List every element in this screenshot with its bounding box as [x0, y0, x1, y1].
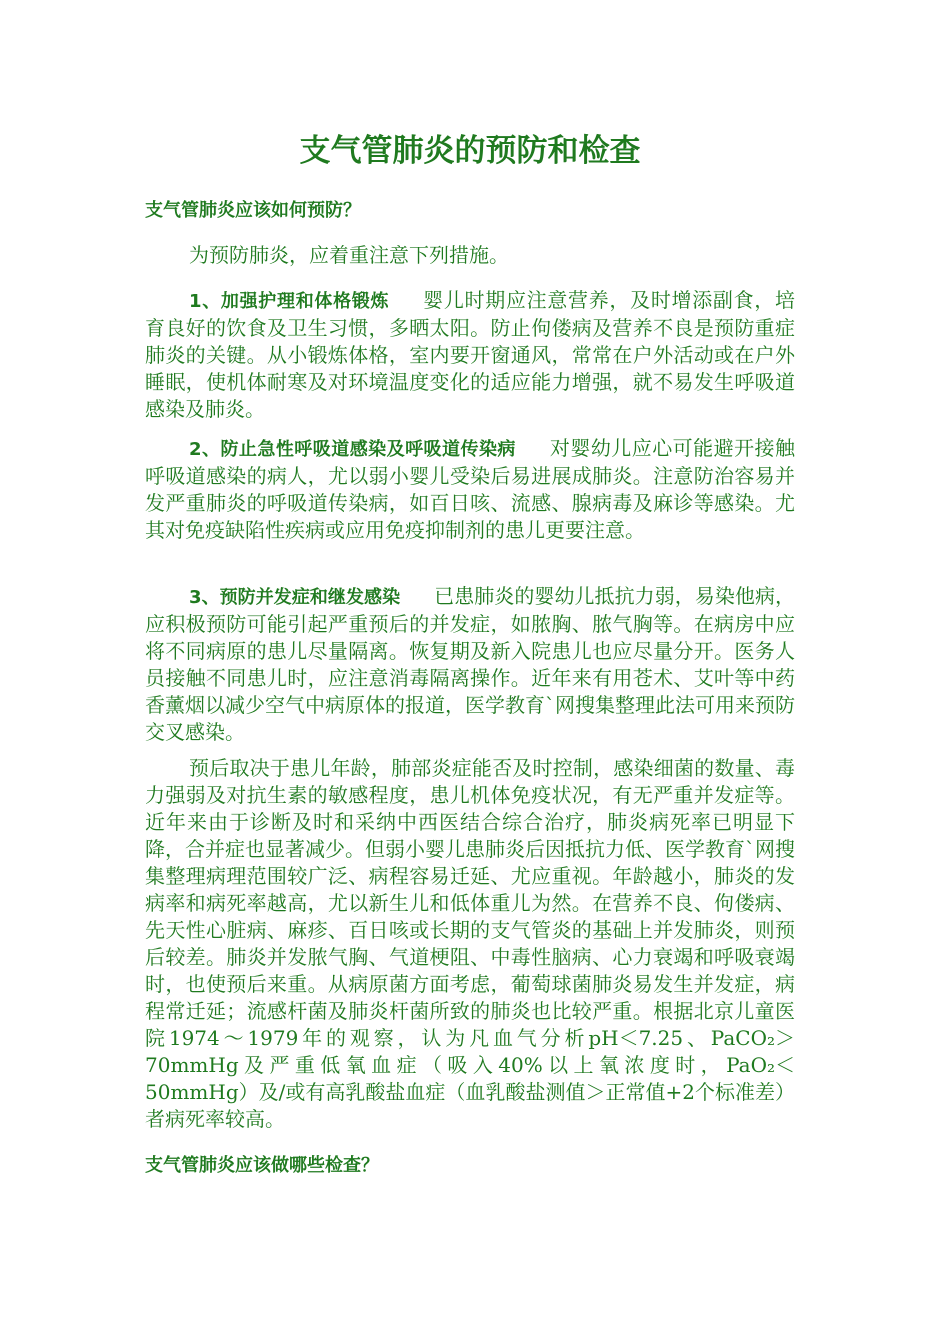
- measure-paragraph-2: [145, 435, 795, 544]
- section-heading-prevention: 支气管肺炎应该如何预防？: [145, 200, 361, 221]
- measure-text-1: 婴儿时期应注意营养，及时增添副食，培育良好的饮食及卫生习惯，多晒太阳。防止佝偻病及营养不良是预防重症肺炎的关键。从小锻炼体格，室内要开窗通风，常常在户外活动或在户外睡眠，使机体耐寒及对环境温度变化的适应能力增强，就不易发生呼吸道感染及肺炎。: [145, 288, 795, 421]
- document-title: 支气管肺炎的预防和检查: [299, 133, 641, 169]
- measure-text-2: 对婴幼儿应心可能避开接触呼吸道感染的病人，尤以弱小婴儿受染后易进展成肺炎。注意防治容易并发严重肺炎的呼吸道传染病，如百日咳、流感、腺病毒及麻诊等感染。尤其对免疫缺陷性疾病或应用免疫抑制剂的患儿更要注意。: [145, 436, 795, 542]
- prognosis-paragraph: [145, 755, 795, 1133]
- section-heading-examination: 支气管肺炎应该做哪些检查？: [145, 1155, 379, 1176]
- measure-paragraph-3: [145, 583, 795, 746]
- measure-heading-1: 1、加强护理和体格锻炼: [189, 291, 390, 312]
- measure-text-3: 已患肺炎的婴幼儿抵抗力弱，易染他病，应积极预防可能引起严重预后的并发症，如脓胸、脓气胸等。在病房中应将不同病原的患儿尽量隔离。恢复期及新入院患儿也应尽量分开。医务人员接触不同患儿时，应注意消毒隔离操作。近年来有用苍术、艾叶等中药香薰烟以减少空气中病原体的报道，医学教育`网搜集整理此法可用来预防交叉感染。: [145, 584, 796, 744]
- measure-heading-2: 2、防止急性呼吸道感染及呼吸道传染病: [189, 439, 516, 460]
- intro-paragraph: [145, 242, 795, 269]
- measure-paragraph-1: [145, 287, 795, 423]
- intro-text: 为预防肺炎，应着重注意下列措施。: [189, 243, 509, 267]
- prognosis-text: 预后取决于患儿年龄，肺部炎症能否及时控制，感染细菌的数量、毒力强弱及对抗生素的敏感程度，患儿机体免疫状况，有无严重并发症等。近年来由于诊断及时和采纳中西医结合综合治疗，肺炎病死率已明显下降，合并症也显著减少。但弱小婴儿患肺炎后因抵抗力低、医学教育`网搜集整理病理范围较广泛、病程容易迁延、尤应重视。年龄越小，肺炎的发病率和病死率越高，尤以新生儿和低体重儿为然。在营养不良、佝偻病、先天性心脏病、麻疹、百日咳或长期的支气管炎的基础上并发肺炎，则预后较差。肺炎并发脓气胸、气道梗阻、中毒性脑病、心力衰竭和呼吸衰竭时，也使预后来重。从病原菌方面考虑，葡萄球菌肺炎易发生并发症，病程常迁延；流感杆菌及肺炎杆菌所致的肺炎也比较严重。根据北京儿童医院1974～1979年的观察，认为凡血气分析pH＜7.25、PaCO₂＞70mmHg及严重低氧血症（吸入40%以上氧浓度时，PaO₂＜50mmHg）及/或有高乳酸盐血症（血乳酸盐测值＞正常值+2个标准差）者病死率较高。: [145, 756, 795, 1131]
- measure-heading-3: 3、预防并发症和继发感染: [189, 587, 401, 608]
